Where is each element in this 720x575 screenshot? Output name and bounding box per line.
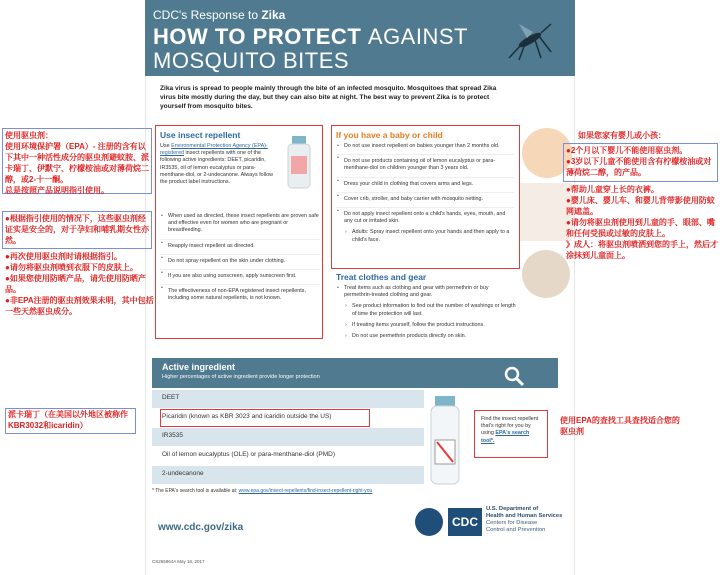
list-subitem: › If treating items yourself, follow the product instructions. (336, 322, 516, 329)
page-title: HOW TO PROTECT AGAINST (153, 24, 468, 49)
spray-can-icon (427, 392, 463, 487)
annotation-repellent: 使用驱虫剂： 使用环境保护署（EPA）- 注册的含有以下其中一种活性成分的驱虫剂避蚊胺、派卡瑞丁、伊默宁、柠檬桉油或对薄荷烷二醇，或2-十一酮。 总是按照产品说明指引使用。 (5, 131, 149, 195)
annotation-epa-tool: 使用EPA的查找工具查找适合您的驱虫剂 (560, 416, 680, 436)
repellent-intro: Use Environmental Protection Agency (EPA)-registered insect repellents with one of the following active ingredients: DEET, picaridin, IR3535, oil of lemon eucalyptus or para-menthane-diol, or 2-undecanone. Always follow the product label instructions. (160, 143, 273, 186)
list-item: • Do not apply insect repellent onto a child's hands, eyes, mouth, and any cut or irritated skin. (336, 207, 514, 225)
list-item: • The effectiveness of non-EPA registered insect repellents, including some natural repellents, is not known. (160, 284, 320, 302)
list-subitem: › See product information to find out the number of washings or length of time the protection will last. (336, 303, 516, 317)
stroller-illustration (520, 183, 572, 241)
baby-list (336, 143, 514, 248)
list-item: • Dress your child in clothing that covers arms and legs. (336, 177, 514, 188)
annotation-tips: ●再次使用驱虫剂时请根据指引。 ●请勿将驱虫剂喷到衣服下的皮肤上。 ●如果您使用防晒产品，请先使用防晒产品。 ●非EPA注册的驱虫剂效果未明，其中包括一些天然驱虫成分。 (5, 252, 154, 316)
epa-tool-text: Find the insect repellent that's right for you by using EPA's search tool*. (481, 416, 539, 444)
page-title-line2: MOSQUITO BITES (153, 48, 350, 73)
epa-url-link[interactable]: www.epa.gov/insect-repellents/find-insect-repellent-right-you (238, 488, 373, 494)
annotation-child-tips: ●帮助儿童穿上长的衣裤。 ●婴儿床、婴儿车、和婴儿背带影使用防蚊网遮盖。 ●请勿将驱虫剂使用到儿童的手、眼部、嘴和任何受损或过敏的皮肤上。 》成人：将驱虫剂喷洒到您的手上，然后才涂抹到儿童面上。 (566, 185, 718, 260)
repellent-title: Use insect repellent (160, 130, 241, 140)
document-code: CS265864A May 16, 2017 (152, 559, 205, 564)
search-icon[interactable] (502, 364, 526, 388)
table-row: DEET (152, 390, 424, 408)
active-ingredient-header: Active ingredient Higher percentages of active ingredient provide longer protection (152, 358, 558, 388)
list-item: • Do not spray repellent on the skin under clothing. (160, 254, 320, 265)
list-subitem: › Adults: Spray insect repellent onto your hands and then apply to a child's face. (336, 229, 514, 243)
intro-text: Zika virus is spread to people mainly through the bite of an infected mosquito. Mosquitoes that spread Zika virus bite mostly during the day, but they can also bite at night. The best way to prevent Zika is to protect yourself from mosquito bites. (160, 85, 497, 110)
annotation-baby: ●2个月以下婴儿不能使用驱虫剂。 ●3岁以下儿童不能使用含有柠檬桉油或对薄荷烷二醇，的产品。 (566, 146, 712, 177)
annotation-picaridin: 派卡瑞丁（在美国以外地区被称作KBR3032和icaridin） (8, 410, 128, 430)
footnote: * The EPA's search tool is available at: www.epa.gov/insect-repellents/find-insect-repellent-right-you (152, 488, 373, 494)
list-item: • Cover crib, stroller, and baby carrier with mosquito netting. (336, 192, 514, 203)
baby-title: If you have a baby or child (336, 130, 443, 140)
table-row: IR3535 (152, 428, 424, 446)
annotation-safe: ●根据指引使用的情况下，这些驱虫剂经证实是安全的，对于孕妇和哺乳期女性亦然。 (5, 214, 149, 245)
table-row: Oil of lemon eucalyptus (OLE) or para-menthane-diol (PMD) (152, 447, 424, 465)
list-item: • Do not use products containing oil of lemon eucalyptus or para-menthane-diol on children younger than 3 years old. (336, 154, 514, 172)
clothes-illustration (522, 250, 570, 298)
list-item: • Reapply insect repellent as directed. (160, 239, 320, 250)
list-subitem: › Do not use permethrin products directly on skin. (336, 333, 516, 340)
hhs-block: U.S. Department of Health and Human Services Centers for Disease Control and Prevention (486, 506, 563, 533)
picaridin-highlight (160, 409, 370, 427)
mosquito-icon (505, 18, 555, 63)
repellent-list (160, 213, 320, 307)
table-row: 2-undecanone (152, 466, 424, 484)
clothes-title: Treat clothes and gear (336, 272, 427, 282)
repellent-bottle-icon (282, 132, 318, 192)
epa-registered-link[interactable]: Environmental Protection Agency (EPA)-registered (160, 143, 268, 157)
clothes-list (336, 285, 516, 344)
header-subtitle: CDC's Response to Zika (153, 8, 286, 22)
cdc-url[interactable]: www.cdc.gov/zika (158, 522, 244, 533)
hhs-seal-icon (415, 508, 443, 536)
cdc-logo: CDC (448, 508, 482, 536)
list-item: • Do not use insect repellent on babies younger than 2 months old. (336, 143, 514, 150)
epa-search-tool-link[interactable]: EPA's search tool*. (481, 430, 530, 444)
list-item: • When used as directed, these insect repellents are proven safe and effective even for women who are pregnant or breastfeeding. (160, 213, 320, 235)
list-item: • Treat items such as clothing and gear with permethrin or buy permethrin-treated clothing and gear. (336, 285, 516, 299)
table-row: Picaridin (known as KBR 3023 and icaridin outside the US) (152, 409, 424, 427)
annotation-baby-title: 如果您家有婴儿或小孩： (578, 131, 666, 140)
list-item: • If you are also using sunscreen, apply sunscreen first. (160, 269, 320, 280)
